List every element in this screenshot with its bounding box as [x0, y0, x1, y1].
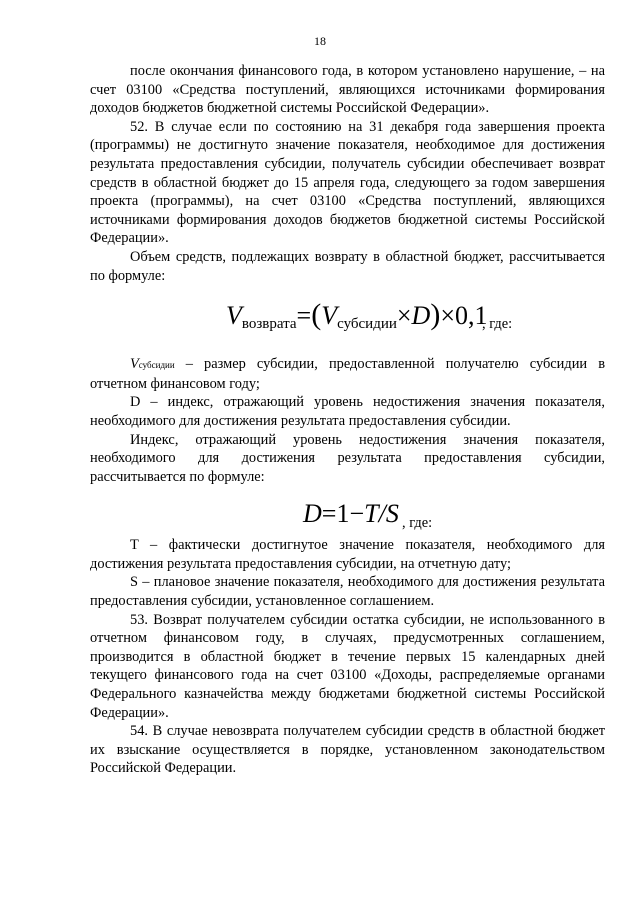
- v-symbol-letter: V: [130, 356, 139, 373]
- formula2-t-symbol: T: [364, 499, 379, 529]
- formula-where-label: , где:: [482, 316, 513, 333]
- index-formula: [90, 494, 605, 534]
- refund-formula: [90, 295, 605, 349]
- v-symbol: [130, 356, 175, 372]
- paragraph-refund-volume-intro: Объем средств, подлежащих возврату в областной бюджет, рассчитывается по формуле:: [90, 248, 605, 284]
- paragraph-d-definition: D – индекс, отражающий уровень недостижения значения показателя, необходимого для достижения результата предоставления субсидии.: [90, 394, 605, 429]
- formula2-slash: /: [378, 499, 386, 529]
- paragraph-t-definition: T – фактически достигнутое значение показателя, необходимого для достижения результата предоставления субсидии, на отчетную дату;: [90, 537, 605, 572]
- formula-v-symbol: V: [321, 301, 338, 331]
- paragraph-v-definition: [90, 355, 605, 393]
- formula2-d-symbol: D: [303, 499, 322, 529]
- formula-v-subscript: субсидии: [337, 316, 397, 333]
- paragraph-continuation: после окончания финансового года, в котором установлено нарушение, – на счет 03100 «Средства поступлений, являющихся источниками формирования доходов бюджетов бюджетной системы Российской Федерации».: [90, 63, 605, 117]
- index-formula-expression: [303, 494, 399, 534]
- refund-formula-expression: [226, 295, 488, 344]
- formula2-where-label: , где:: [402, 515, 433, 532]
- formula2-equals: =: [321, 499, 337, 529]
- paragraph-s-definition: S – плановое значение показателя, необходимого для достижения результата предоставления субсидии, установленное соглашением.: [90, 574, 605, 610]
- formula-times-2: ×: [440, 301, 455, 331]
- formula2-s-symbol: S: [385, 499, 399, 529]
- v-definition-text: – размер субсидии, предоставленной получателю субсидии в отчетном финансовом году;: [90, 356, 605, 392]
- document-body: [90, 62, 605, 778]
- paragraph-53: 53. Возврат получателем субсидии остатка субсидии, не использованного в отчетном финансовом году, в случаях, предусмотренных соглашением, производится в областной бюджет в течение первых 15 календарных дней текущего финансового года на счет 03100 «Доходы, распределяемые органами Федерального казначейства между бюджетами бюджетной системы Российской Федерации».: [90, 611, 605, 721]
- paragraph-index-intro: Индекс, отражающий уровень недостижения значения показателя, необходимого для достижения результата предоставления субсидии, рассчитывается по формуле:: [90, 431, 605, 485]
- formula-left-paren: (: [311, 298, 322, 332]
- formula-right-paren: ): [430, 298, 441, 332]
- formula-lhs-subscript: возврата: [241, 316, 297, 333]
- formula-equals: =: [296, 301, 312, 331]
- paragraph-52: 52. В случае если по состоянию на 31 декабря года завершения проекта (программы) не достигнуто значение показателя, необходимое для достижения результата предоставления субсидии, получатель субсидии обеспечивает возврат средств в областной бюджет до 15 апреля года, следующего за годом завершения проекта (программы), на счет 03100 «Средства поступлений, являющихся источниками формирования доходов бюджетов бюджетной системы Российской Федерации».: [90, 118, 605, 247]
- formula2-one: 1: [336, 499, 350, 529]
- paragraph-54: 54. В случае невозврата получателем субсидии средств в областной бюджет их взыскание осуществляется в порядке, установленном законодательством Российской Федерации.: [90, 723, 605, 777]
- formula-times-1: ×: [396, 301, 412, 331]
- formula-lhs-symbol: V: [226, 301, 242, 331]
- formula-d-symbol: D: [411, 301, 431, 331]
- formula2-minus: −: [349, 499, 365, 529]
- page-number: 18: [314, 34, 326, 48]
- v-symbol-subscript: субсидии: [138, 360, 175, 371]
- formula-coefficient: 0,1: [455, 301, 488, 331]
